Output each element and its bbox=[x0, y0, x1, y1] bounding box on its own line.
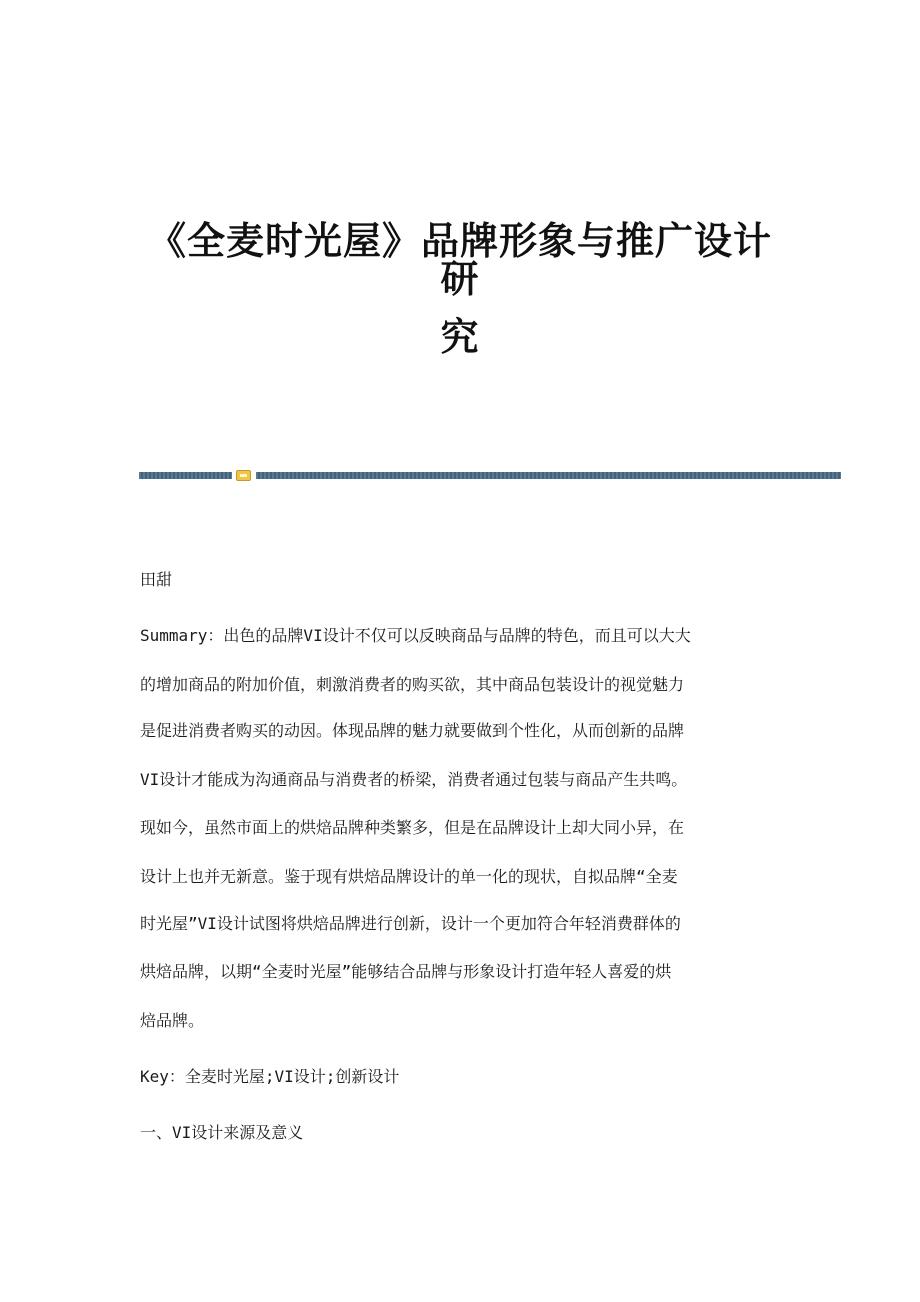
summary-line: 时光屋”VI设计试图将烘焙品牌进行创新，设计一个更加符合年轻消费群体的 bbox=[140, 914, 681, 933]
divider-bar-right bbox=[256, 472, 841, 479]
author-name: 田甜 bbox=[140, 570, 173, 589]
summary-line: 设计上也并无新意。鉴于现有烘焙品牌设计的单一化的现状，自拟品牌“全麦 bbox=[140, 867, 678, 886]
summary-line: 现如今，虽然市面上的烘焙品牌种类繁多，但是在品牌设计上却大同小异，在 bbox=[140, 818, 685, 837]
summary-line: Summary：出色的品牌VI设计不仅可以反映商品与品牌的特色，而且可以大大 bbox=[140, 626, 691, 645]
summary-line: VI设计才能成为沟通商品与消费者的桥梁，消费者通过包装与商品产生共鸣。 bbox=[140, 770, 688, 789]
document-title-line-2: 究 bbox=[440, 315, 480, 359]
summary-line: 焙品牌。 bbox=[140, 1011, 205, 1030]
summary-line: 烘焙品牌，以期“全麦时光屋”能够结合品牌与形象设计打造年轻人喜爱的烘 bbox=[140, 962, 672, 981]
divider-ornament-icon bbox=[236, 470, 251, 481]
summary-line: 是促进消费者购买的动因。体现品牌的魅力就要做到个性化，从而创新的品牌 bbox=[140, 721, 685, 740]
divider-bar-left bbox=[139, 472, 232, 479]
document-title-line-1: 《全麦时光屋》品牌形象与推广设计研 bbox=[147, 219, 772, 301]
section-heading: 一、VI设计来源及意义 bbox=[140, 1123, 304, 1142]
keywords-line: Key：全麦时光屋;VI设计;创新设计 bbox=[140, 1067, 400, 1086]
title-divider bbox=[139, 470, 841, 480]
summary-line: 的增加商品的附加价值，刺激消费者的购买欲，其中商品包装设计的视觉魅力 bbox=[140, 675, 685, 694]
